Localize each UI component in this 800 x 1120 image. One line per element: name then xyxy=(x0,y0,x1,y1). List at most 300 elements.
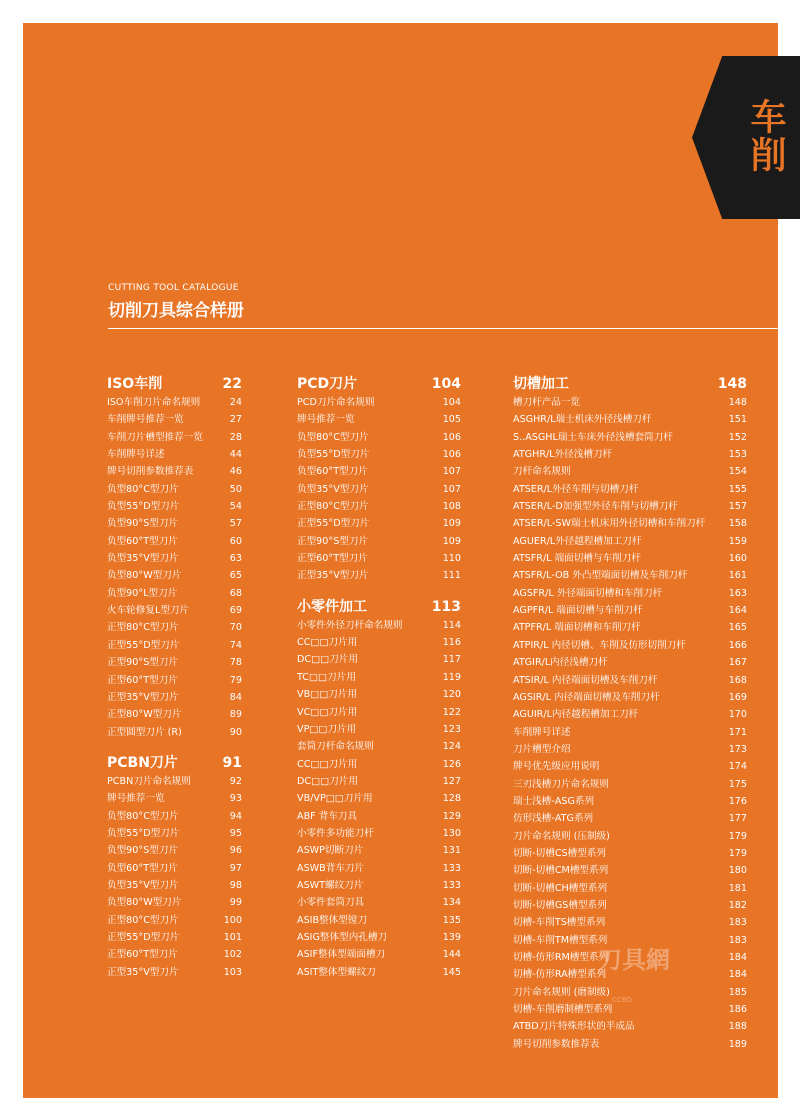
toc-entry xyxy=(297,912,461,929)
catalogue-eyebrow: CUTTING TOOL CATALOGUE xyxy=(108,283,239,293)
toc-entry-title: CC□□刀片用 xyxy=(297,758,358,770)
toc-entry xyxy=(297,634,461,651)
toc-entry-title: ASIG整体型内孔槽刀 xyxy=(297,931,388,943)
toc-entry-page: 129 xyxy=(442,810,461,822)
toc-entry-title: 负型55°D型刀片 xyxy=(297,449,370,461)
toc-entry xyxy=(107,842,242,859)
toc-entry-page: 152 xyxy=(728,431,747,443)
title-divider xyxy=(108,328,778,329)
toc-entry-page: 139 xyxy=(442,931,461,943)
toc-entry-page: 181 xyxy=(728,882,747,894)
toc-column-1 xyxy=(107,374,242,981)
toc-entry-title: ASWB背车刀片 xyxy=(297,862,365,874)
toc-entry xyxy=(513,515,747,532)
toc-entry xyxy=(107,672,242,689)
toc-entry-page: 107 xyxy=(442,466,461,478)
toc-entry-title: 负型90°S型刀片 xyxy=(107,518,179,530)
toc-entry xyxy=(513,411,747,428)
toc-entry-title: 正型55°D型刀片 xyxy=(297,518,370,530)
toc-entry-title: 刀杆命名规则 xyxy=(513,466,571,478)
toc-entry-title: ATSER/L-D加强型外径车削与切槽刀杆 xyxy=(513,501,678,513)
toc-entry-page: 101 xyxy=(223,931,242,943)
toc-entry xyxy=(297,860,461,877)
toc-entry xyxy=(513,862,747,879)
toc-entry-title: TC□□刀片用 xyxy=(297,671,356,683)
toc-entry-page: 165 xyxy=(728,622,747,634)
toc-entry-page: 99 xyxy=(229,897,242,909)
toc-entry xyxy=(107,724,242,741)
toc-entry xyxy=(513,481,747,498)
toc-entry-page: 92 xyxy=(229,775,242,787)
section-heading xyxy=(107,374,242,394)
toc-entry-title: 切断-切槽CH槽型系列 xyxy=(513,882,608,894)
toc-entry xyxy=(513,897,747,914)
toc-entry-title: 牌号推荐一览 xyxy=(107,793,165,805)
toc-entry-title: PCD刀片命名规则 xyxy=(297,397,375,408)
toc-list xyxy=(297,394,461,585)
toc-entry xyxy=(297,842,461,859)
toc-entry xyxy=(297,567,461,584)
toc-entry xyxy=(513,619,747,636)
toc-entry-page: 148 xyxy=(728,397,747,408)
toc-entry-title: ASWP切断刀片 xyxy=(297,845,364,857)
toc-entry-title: 负型60°T型刀片 xyxy=(297,466,368,478)
toc-entry xyxy=(107,585,242,602)
toc-entry xyxy=(107,964,242,981)
toc-entry-page: 131 xyxy=(442,845,461,857)
toc-entry-title: 正型80°C型刀片 xyxy=(107,914,179,926)
toc-entry-page: 108 xyxy=(442,501,461,513)
toc-entry-page: 46 xyxy=(229,466,242,478)
toc-entry xyxy=(513,533,747,550)
toc-entry xyxy=(107,929,242,946)
toc-entry-page: 174 xyxy=(728,761,747,773)
toc-entry-title: ASIB整体型镗刀 xyxy=(297,914,368,926)
toc-entry-page: 119 xyxy=(442,671,461,683)
toc-entry-title: AGSFR/L 外径端面切槽和车削刀杆 xyxy=(513,587,663,599)
toc-entry-page: 158 xyxy=(728,518,747,530)
toc-entry-title: 正型35°V型刀片 xyxy=(297,570,369,582)
toc-entry-page: 127 xyxy=(442,775,461,787)
section-page-number: 22 xyxy=(222,376,242,392)
toc-entry-title: DC□□刀片用 xyxy=(297,654,358,666)
toc-entry-title: 切槽-仿形RM槽型系列 xyxy=(513,952,609,963)
toc-entry-title: 小零件套筒刀具 xyxy=(297,897,365,909)
toc-entry-title: VC□□刀片用 xyxy=(297,706,358,718)
toc-entry-title: 正型55°D型刀片 xyxy=(107,639,180,651)
toc-entry-page: 60 xyxy=(229,535,242,547)
toc-entry-title: 负型90°L型刀片 xyxy=(107,587,178,599)
toc-entry-page: 144 xyxy=(442,949,461,961)
toc-entry-page: 164 xyxy=(728,605,747,617)
toc-entry-title: 负型55°D型刀片 xyxy=(107,501,180,513)
section-page-number: 104 xyxy=(431,376,461,392)
toc-entry-page: 105 xyxy=(442,414,461,426)
toc-entry xyxy=(297,964,461,981)
toc-entry-page: 182 xyxy=(728,899,747,911)
toc-entry-title: VP□□刀片用 xyxy=(297,723,357,735)
toc-entry xyxy=(513,1018,747,1035)
toc-entry-page: 65 xyxy=(229,570,242,582)
toc-entry-title: 切断-切槽CM槽型系列 xyxy=(513,865,609,877)
toc-entry-page: 96 xyxy=(229,845,242,857)
toc-entry-page: 109 xyxy=(442,518,461,530)
toc-entry xyxy=(297,825,461,842)
toc-entry-page: 168 xyxy=(728,674,747,686)
toc-entry xyxy=(107,825,242,842)
toc-entry-title: 负型55°D型刀片 xyxy=(107,827,180,839)
section-title: 切槽加工 xyxy=(513,376,569,392)
toc-entry xyxy=(513,446,747,463)
toc-entry xyxy=(513,654,747,671)
toc-entry-title: 槽刀杆产品一览 xyxy=(513,397,581,408)
section-title: PCD刀片 xyxy=(297,376,358,392)
toc-entry-title: 正型60°T型刀片 xyxy=(297,553,368,565)
toc-entry-title: 仿形浅槽-ATG系列 xyxy=(513,813,594,825)
watermark: 刀具網 xyxy=(598,946,670,974)
toc-entry xyxy=(513,672,747,689)
toc-entry xyxy=(513,706,747,723)
toc-entry xyxy=(297,429,461,446)
toc-entry-page: 79 xyxy=(229,674,242,686)
toc-entry xyxy=(297,617,461,634)
toc-entry-title: 牌号优先级应用说明 xyxy=(513,761,600,773)
toc-entry-title: CC□□刀片用 xyxy=(297,637,358,649)
toc-entry-page: 27 xyxy=(229,414,242,426)
toc-entry xyxy=(107,877,242,894)
toc-list xyxy=(107,394,242,741)
toc-entry-title: ABF 背车刀具 xyxy=(297,810,358,822)
toc-entry-title: ATPIR/L 内径切槽、车削及仿形切削刀杆 xyxy=(513,639,686,651)
toc-entry-page: 133 xyxy=(442,862,461,874)
toc-entry xyxy=(107,463,242,480)
toc-entry xyxy=(107,498,242,515)
toc-entry-title: PCBN刀片命名规则 xyxy=(107,775,191,787)
toc-entry-title: VB□□刀片用 xyxy=(297,689,358,701)
toc-entry xyxy=(107,429,242,446)
toc-entry xyxy=(513,776,747,793)
toc-entry-title: AGPFR/L 端面切槽与车削刀杆 xyxy=(513,605,643,617)
toc-entry xyxy=(107,481,242,498)
toc-entry xyxy=(297,446,461,463)
toc-entry-title: 瑞士浅槽-ASG系列 xyxy=(513,795,595,807)
toc-entry-title: 正型90°S型刀片 xyxy=(297,535,369,547)
toc-entry-title: 负型90°S型刀片 xyxy=(107,845,179,857)
toc-entry xyxy=(107,860,242,877)
toc-entry-page: 100 xyxy=(223,914,242,926)
toc-list xyxy=(297,617,461,981)
toc-entry xyxy=(297,790,461,807)
toc-entry-page: 111 xyxy=(442,570,461,582)
toc-entry-page: 151 xyxy=(728,414,747,426)
toc-entry-page: 154 xyxy=(728,466,747,478)
toc-entry xyxy=(513,602,747,619)
toc-entry-page: 70 xyxy=(229,622,242,634)
toc-entry-title: 小零件外径刀杆命名规则 xyxy=(297,619,403,631)
toc-entry xyxy=(297,808,461,825)
toc-entry-page: 188 xyxy=(728,1021,747,1033)
toc-entry xyxy=(513,793,747,810)
toc-entry-title: 正型55°D型刀片 xyxy=(107,931,180,943)
toc-entry xyxy=(107,637,242,654)
toc-entry-page: 28 xyxy=(229,431,242,443)
toc-entry-page: 94 xyxy=(229,810,242,822)
toc-entry xyxy=(297,946,461,963)
toc-entry-title: ASIT整体型螺纹刀 xyxy=(297,966,376,978)
section-heading xyxy=(297,374,461,394)
toc-entry xyxy=(297,877,461,894)
toc-entry-page: 155 xyxy=(728,483,747,495)
toc-entry xyxy=(297,929,461,946)
toc-entry-page: 95 xyxy=(229,827,242,839)
toc-entry-title: 切断-切槽CS槽型系列 xyxy=(513,847,607,859)
toc-entry-page: 184 xyxy=(728,969,747,981)
toc-entry-title: ASWT螺纹刀片 xyxy=(297,879,364,891)
toc-entry-page: 68 xyxy=(229,587,242,599)
toc-entry-page: 114 xyxy=(442,619,461,631)
side-tab-label: 车削 xyxy=(745,98,786,174)
toc-entry-title: 刀片槽型介绍 xyxy=(513,743,571,755)
toc-entry xyxy=(107,654,242,671)
toc-entry-page: 177 xyxy=(728,813,747,825)
toc-entry-page: 106 xyxy=(442,431,461,443)
toc-entry-page: 106 xyxy=(442,449,461,461)
toc-entry-title: 套筒刀杆命名规则 xyxy=(297,741,374,753)
toc-entry-title: ATPFR/L 端面切槽和车削刀杆 xyxy=(513,622,641,634)
toc-entry-page: 179 xyxy=(728,830,747,842)
toc-entry xyxy=(107,619,242,636)
toc-entry xyxy=(297,515,461,532)
toc-entry xyxy=(297,481,461,498)
section-heading xyxy=(107,753,242,773)
toc-entry-page: 176 xyxy=(728,795,747,807)
toc-entry xyxy=(107,533,242,550)
toc-entry-title: ATSER/L-SW瑞士机床用外径切槽和车削刀杆 xyxy=(513,518,706,530)
toc-entry xyxy=(297,894,461,911)
toc-entry-page: 102 xyxy=(223,949,242,961)
toc-entry xyxy=(107,773,242,790)
toc-entry-page: 183 xyxy=(728,934,747,946)
toc-entry xyxy=(107,567,242,584)
toc-entry xyxy=(513,498,747,515)
toc-entry-page: 117 xyxy=(442,654,461,666)
section-page-number: 113 xyxy=(431,598,461,615)
watermark-sub: CCBD xyxy=(612,996,632,1004)
toc-entry-title: 负型35°V型刀片 xyxy=(107,879,179,891)
toc-entry xyxy=(513,463,747,480)
section-heading xyxy=(297,597,461,617)
toc-entry-title: 正型80°W型刀片 xyxy=(107,709,182,721)
toc-entry-page: 57 xyxy=(229,518,242,530)
toc-entry-title: ATGIR/L内径浅槽刀杆 xyxy=(513,657,608,669)
toc-entry-title: 负型80°W型刀片 xyxy=(107,570,182,582)
toc-entry-page: 123 xyxy=(442,723,461,735)
toc-entry-page: 157 xyxy=(728,501,747,513)
toc-entry-page: 69 xyxy=(229,605,242,617)
toc-entry-page: 130 xyxy=(442,827,461,839)
toc-entry-title: 切槽-车削TM槽型系列 xyxy=(513,934,608,946)
toc-entry-page: 173 xyxy=(728,743,747,755)
toc-entry-title: 正型60°T型刀片 xyxy=(107,949,178,961)
toc-entry xyxy=(297,394,461,411)
toc-entry xyxy=(107,894,242,911)
toc-entry-title: ASGHR/L瑞士机床外径浅槽刀杆 xyxy=(513,414,652,426)
toc-entry xyxy=(297,411,461,428)
toc-entry xyxy=(297,533,461,550)
toc-entry xyxy=(107,550,242,567)
toc-entry xyxy=(297,704,461,721)
toc-entry xyxy=(513,845,747,862)
toc-entry-title: 负型35°V型刀片 xyxy=(107,553,179,565)
toc-entry-page: 180 xyxy=(728,865,747,877)
toc-entry-page: 104 xyxy=(442,397,461,408)
toc-entry-page: 163 xyxy=(728,587,747,599)
toc-entry-page: 160 xyxy=(728,553,747,565)
toc-entry xyxy=(513,637,747,654)
toc-entry xyxy=(107,946,242,963)
toc-entry-page: 93 xyxy=(229,793,242,805)
toc-entry-title: 负型60°T型刀片 xyxy=(107,862,178,874)
toc-entry-page: 44 xyxy=(229,449,242,461)
toc-entry-title: 正型35°V型刀片 xyxy=(107,691,179,703)
toc-entry-page: 50 xyxy=(229,483,242,495)
section-title: ISO车削 xyxy=(107,376,163,392)
toc-entry xyxy=(297,550,461,567)
toc-entry xyxy=(513,550,747,567)
toc-entry-title: 负型60°T型刀片 xyxy=(107,535,178,547)
toc-entry-title: 负型80°C型刀片 xyxy=(107,483,179,495)
toc-entry-title: ATBD刀片特殊形状的半成品 xyxy=(513,1021,635,1033)
toc-entry-page: 103 xyxy=(223,966,242,978)
toc-entry-title: ISO车削刀片命名规则 xyxy=(107,397,201,408)
toc-entry-title: 三刃浅槽刀片命名规则 xyxy=(513,778,609,790)
toc-entry-page: 189 xyxy=(728,1038,747,1050)
toc-entry-title: 刀片命名规则 (压制级) xyxy=(513,830,610,842)
toc-entry-title: ATSER/L外径车削与切槽刀杆 xyxy=(513,483,639,495)
toc-entry-page: 54 xyxy=(229,501,242,513)
section-title: 小零件加工 xyxy=(297,598,367,615)
toc-entry-page: 107 xyxy=(442,483,461,495)
toc-entry xyxy=(513,724,747,741)
toc-entry-title: 车削牌号详述 xyxy=(107,449,165,461)
toc-entry-title: 切槽-车削TS槽型系列 xyxy=(513,917,606,929)
toc-entry-title: 正型90°S型刀片 xyxy=(107,657,179,669)
toc-entry xyxy=(297,773,461,790)
toc-entry xyxy=(107,515,242,532)
section-page-number: 91 xyxy=(222,754,242,771)
toc-entry-page: 135 xyxy=(442,914,461,926)
toc-entry-page: 133 xyxy=(442,879,461,891)
toc-entry xyxy=(297,738,461,755)
toc-entry xyxy=(513,741,747,758)
toc-entry xyxy=(513,880,747,897)
toc-entry xyxy=(513,758,747,775)
toc-entry xyxy=(513,585,747,602)
toc-entry xyxy=(297,498,461,515)
toc-entry-page: 145 xyxy=(442,966,461,978)
toc-entry xyxy=(107,790,242,807)
section-page-number: 148 xyxy=(717,376,747,392)
toc-entry-page: 109 xyxy=(442,535,461,547)
toc-entry-title: 牌号切削参数推荐表 xyxy=(513,1038,600,1050)
toc-entry-title: 刀片命名规则 (磨制级) xyxy=(513,986,610,998)
toc-entry-page: 126 xyxy=(442,758,461,770)
toc-entry-page: 169 xyxy=(728,691,747,703)
toc-entry-title: 切断-切槽GS槽型系列 xyxy=(513,899,607,911)
toc-entry-title: 负型35°V型刀片 xyxy=(297,483,369,495)
toc-entry-page: 116 xyxy=(442,637,461,649)
toc-entry-title: 负型80°W型刀片 xyxy=(107,897,182,909)
toc-entry xyxy=(297,686,461,703)
toc-entry-page: 184 xyxy=(728,952,747,963)
toc-entry-title: S..ASGHL瑞士车床外径浅槽套筒刀杆 xyxy=(513,431,673,443)
toc-entry-title: 正型80°C型刀片 xyxy=(297,501,369,513)
toc-entry-page: 161 xyxy=(728,570,747,582)
toc-entry-page: 120 xyxy=(442,689,461,701)
toc-column-2 xyxy=(297,374,461,981)
toc-entry-page: 134 xyxy=(442,897,461,909)
toc-entry-page: 74 xyxy=(229,639,242,651)
toc-entry xyxy=(513,828,747,845)
toc-entry xyxy=(513,394,747,411)
toc-entry xyxy=(297,463,461,480)
toc-entry-title: ATSFR/L-OB 外凸型端面切槽及车削刀杆 xyxy=(513,570,688,582)
toc-entry-title: 切槽-仿形RA槽型系列 xyxy=(513,969,607,981)
toc-entry xyxy=(513,567,747,584)
toc-entry-title: AGSIR/L 内径端面切槽及车削刀杆 xyxy=(513,691,660,703)
toc-entry-page: 122 xyxy=(442,706,461,718)
toc-entry-title: 切槽-车削磨制槽型系列 xyxy=(513,1004,613,1016)
toc-entry-page: 166 xyxy=(728,639,747,651)
toc-entry-title: 牌号切削参数推荐表 xyxy=(107,466,194,478)
toc-entry-title: DC□□刀片用 xyxy=(297,775,358,787)
toc-entry-page: 98 xyxy=(229,879,242,891)
toc-entry-title: 车削刀片槽型推荐一览 xyxy=(107,431,203,443)
toc-entry-title: 正型80°C型刀片 xyxy=(107,622,179,634)
toc-entry-page: 167 xyxy=(728,657,747,669)
toc-entry-title: VB/VP□□刀片用 xyxy=(297,793,373,805)
toc-entry-title: 牌号推荐一览 xyxy=(297,414,355,426)
toc-entry xyxy=(107,912,242,929)
toc-entry-title: ATGHR/L外径浅槽刀杆 xyxy=(513,449,613,461)
toc-entry-page: 78 xyxy=(229,657,242,669)
toc-entry-page: 185 xyxy=(728,986,747,998)
toc-entry xyxy=(297,651,461,668)
toc-list xyxy=(107,773,242,981)
toc-entry xyxy=(513,810,747,827)
toc-entry-page: 175 xyxy=(728,778,747,790)
toc-entry-title: 火车轮修复L型刀片 xyxy=(107,605,190,617)
toc-entry-title: 正型圆型刀片 (R) xyxy=(107,726,182,738)
toc-entry-title: AGUIR/L内径越程槽加工刀杆 xyxy=(513,709,639,721)
toc-entry xyxy=(513,689,747,706)
toc-entry xyxy=(107,602,242,619)
toc-entry-page: 186 xyxy=(728,1004,747,1016)
toc-entry-page: 159 xyxy=(728,535,747,547)
toc-entry xyxy=(107,394,242,411)
toc-entry-page: 63 xyxy=(229,553,242,565)
toc-entry-title: ASIF整体型端面槽刀 xyxy=(297,949,386,961)
toc-entry-title: ATSFR/L 端面切槽与车削刀杆 xyxy=(513,553,641,565)
toc-entry-title: 小零件多功能刀杆 xyxy=(297,827,374,839)
toc-entry xyxy=(513,914,747,931)
toc-entry xyxy=(107,706,242,723)
toc-entry-title: 负型80°C型刀片 xyxy=(297,431,369,443)
toc-entry xyxy=(107,446,242,463)
toc-entry-page: 179 xyxy=(728,847,747,859)
toc-entry-title: 车削牌号详述 xyxy=(513,726,571,738)
section-heading xyxy=(513,374,747,394)
